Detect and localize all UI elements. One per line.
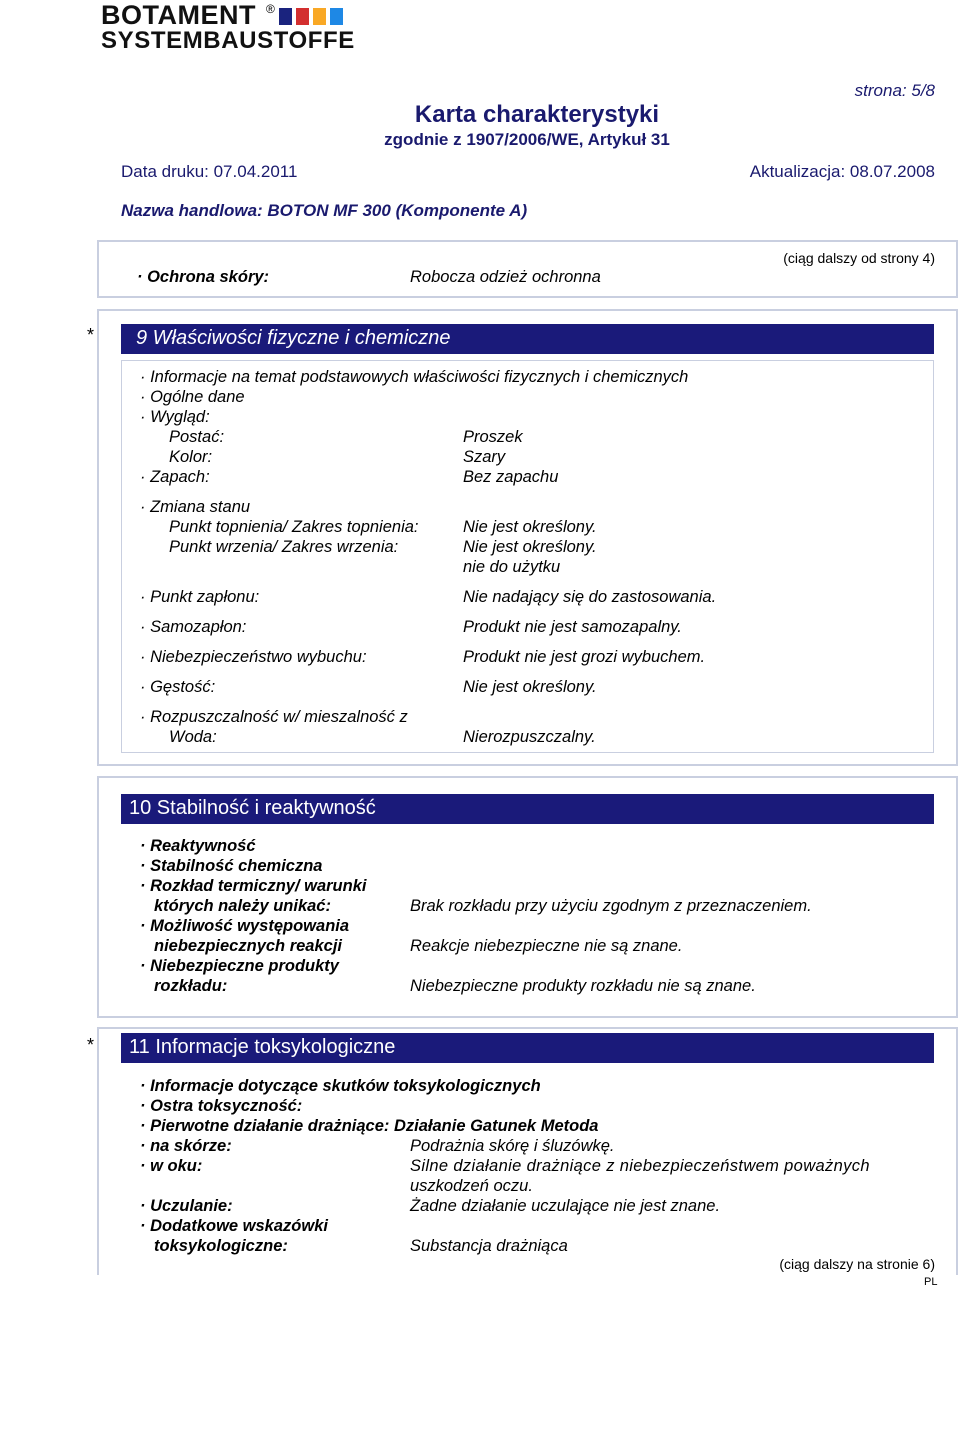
s9-boiling-value: Nie jest określony. xyxy=(463,538,597,556)
s9-selfign-value: Produkt nie jest samozapalny. xyxy=(463,618,682,636)
s9-form-label: Postać: xyxy=(169,428,225,446)
s9-water-label: Woda: xyxy=(169,728,217,746)
s10-decomp-label-2: których należy unikać: xyxy=(154,897,331,915)
update-date: Aktualizacja: 08.07.2008 xyxy=(749,162,935,181)
s11-primary: · Pierwotne działanie drażniące: Działanie Gatunek Metoda xyxy=(140,1117,599,1135)
s9-melting-label: Punkt topnienia/ Zakres topnienia: xyxy=(169,518,419,536)
s11-addl-label-1: · Dodatkowe wskazówki xyxy=(140,1217,328,1235)
logo-square-2 xyxy=(296,8,309,25)
print-date: Data druku: 07.04.2011 xyxy=(121,162,298,181)
s9-info: · Informacje na temat podstawowych właściwości fizycznych i chemicznych xyxy=(140,368,689,386)
s9-general: · Ogólne dane xyxy=(140,388,245,406)
s10-decomp-label-1: · Rozkład termiczny/ warunki xyxy=(140,877,367,895)
section11-title: 11 Informacje toksykologiczne xyxy=(121,1033,934,1063)
s9-solubility-label: · Rozpuszczalność w/ mieszalność z xyxy=(140,708,408,726)
continued-from: (ciąg dalszy od strony 4) xyxy=(783,250,935,266)
logo-square-1 xyxy=(279,8,292,25)
s9-melting-value: Nie jest określony. xyxy=(463,518,597,536)
logo-square-3 xyxy=(313,8,326,25)
section11-change-marker: * xyxy=(87,1035,95,1055)
s9-explosion-label: · Niebezpieczeństwo wybuchu: xyxy=(140,648,367,666)
s10-hazreact-label-1: · Możliwość występowania xyxy=(140,917,350,935)
skin-protection-label: · Ochrona skóry: xyxy=(137,268,270,286)
s10-reactivity: · Reaktywność xyxy=(140,837,256,855)
s11-eye-label: · w oku: xyxy=(140,1157,203,1175)
document-subtitle: zgodnie z 1907/2006/WE, Artykuł 31 xyxy=(384,130,670,149)
s10-hazreact-value: Reakcje niebezpieczne nie są znane. xyxy=(410,937,683,955)
s10-stability: · Stabilność chemiczna xyxy=(140,857,323,875)
document-title: Karta charakterystyki xyxy=(414,101,660,128)
s9-form-value: Proszek xyxy=(463,428,523,446)
trade-name: Nazwa handlowa: BOTON MF 300 (Komponente A) xyxy=(121,201,528,220)
s9-density-value: Nie jest określony. xyxy=(463,678,597,696)
section10-title: 10 Stabilność i reaktywność xyxy=(121,794,934,824)
section9-title: 9 Właściwości fizyczne i chemiczne xyxy=(121,324,934,354)
s11-info: · Informacje dotyczące skutków toksykologicznych xyxy=(140,1077,541,1095)
logo-text-botament: BOTAMENT xyxy=(101,0,256,30)
s9-density-label: · Gęstość: xyxy=(140,678,216,696)
s9-odor-label: · Zapach: xyxy=(140,468,210,486)
logo-text-systembaustoffe: SYSTEMBAUSTOFFE xyxy=(101,27,355,54)
s9-flash-value: Nie nadający się do zastosowania. xyxy=(463,588,717,606)
section9-change-marker: * xyxy=(87,325,95,345)
s11-skin-value: Podrażnia skórę i śluzówkę. xyxy=(410,1137,615,1155)
s9-color-value: Szary xyxy=(463,448,506,466)
page-number: strona: 5/8 xyxy=(854,81,935,100)
language-code: PL xyxy=(924,1276,938,1288)
s10-hazreact-label-2: niebezpiecznych reakcji xyxy=(154,937,343,955)
logo-square-4 xyxy=(330,8,343,25)
s10-decomp-value: Brak rozkładu przy użyciu zgodnym z przeznaczeniem. xyxy=(410,897,812,915)
s9-state-change: · Zmiana stanu xyxy=(140,498,251,516)
s9-appearance: · Wygląd: xyxy=(140,408,210,426)
s11-sens-value: Żadne działanie uczulające nie jest znane. xyxy=(410,1197,721,1215)
skin-protection-value: Robocza odzież ochronna xyxy=(410,268,601,286)
s11-skin-label: · na skórze: xyxy=(140,1137,232,1155)
s9-selfign-label: · Samozapłon: xyxy=(140,618,247,636)
s11-eye-value-2: uszkodzeń oczu. xyxy=(410,1177,533,1195)
s11-addl-label-2: toksykologiczne: xyxy=(154,1237,288,1255)
s9-explosion-value: Produkt nie jest grozi wybuchem. xyxy=(463,648,706,666)
s11-addl-value: Substancja drażniąca xyxy=(410,1237,568,1255)
s11-sens-label: · Uczulanie: xyxy=(140,1197,233,1215)
s11-eye-value-1: Silne działanie drażniące z niebezpieczeństwem poważnych xyxy=(410,1157,870,1175)
s10-hazprod-label-1: · Niebezpieczne produkty xyxy=(140,957,339,975)
logo-registered-mark: ® xyxy=(266,2,275,16)
s9-odor-value: Bez zapachu xyxy=(463,468,559,486)
s9-boiling-note: nie do użytku xyxy=(463,558,561,576)
s10-hazprod-label-2: rozkładu: xyxy=(154,977,228,995)
s9-color-label: Kolor: xyxy=(169,448,213,466)
s9-flash-label: · Punkt zapłonu: xyxy=(140,588,260,606)
s9-boiling-label: Punkt wrzenia/ Zakres wrzenia: xyxy=(169,538,399,556)
s11-acute: · Ostra toksyczność: xyxy=(140,1097,303,1115)
s10-hazprod-value: Niebezpieczne produkty rozkładu nie są znane. xyxy=(410,977,756,995)
continued-on: (ciąg dalszy na stronie 6) xyxy=(779,1256,935,1272)
s9-water-value: Nierozpuszczalny. xyxy=(463,728,596,746)
